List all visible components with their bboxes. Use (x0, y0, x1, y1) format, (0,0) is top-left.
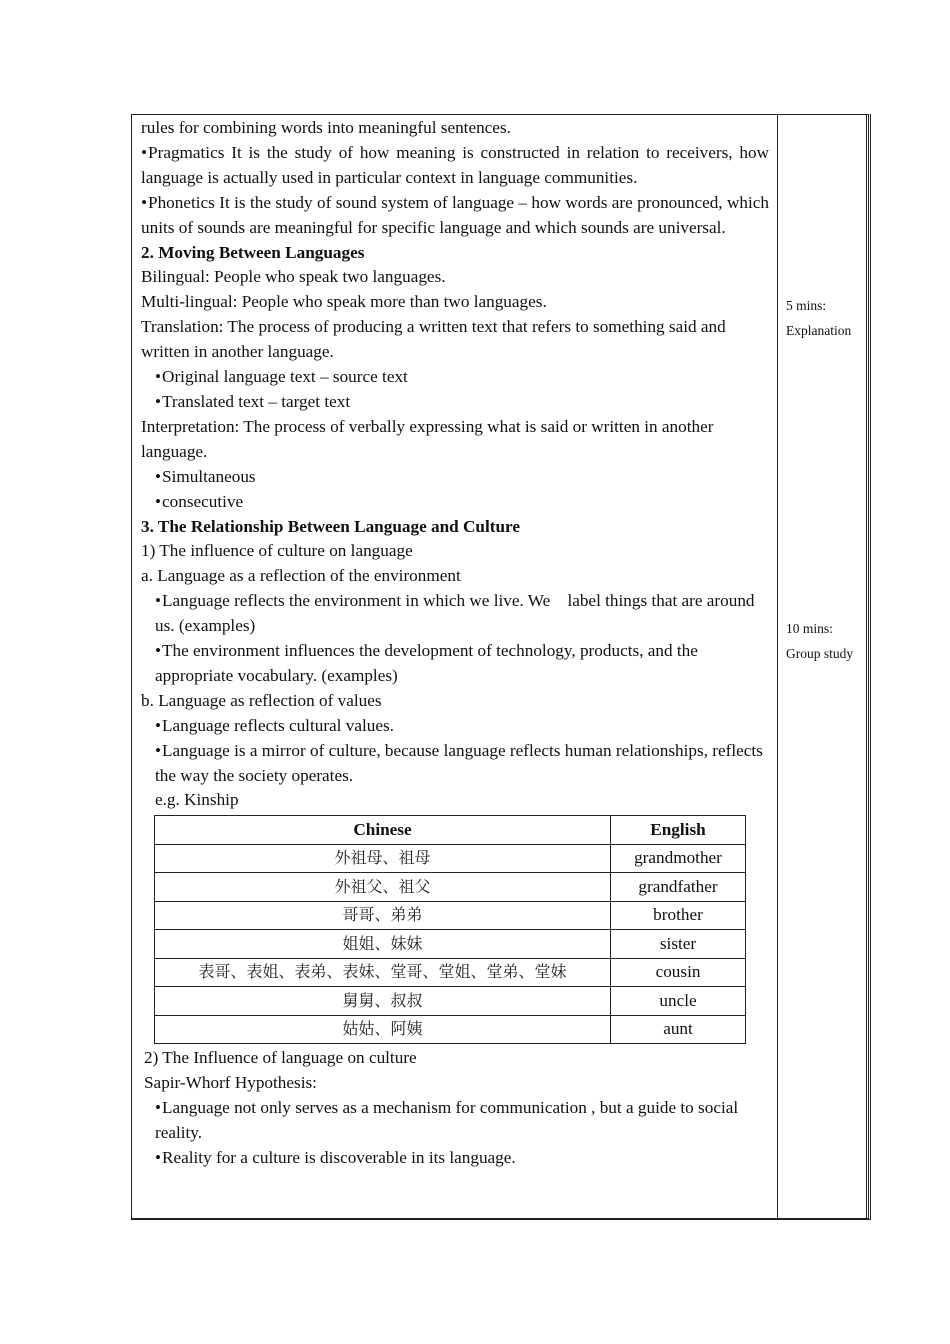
table-row (155, 1015, 746, 1044)
activity-label: Group study (786, 646, 854, 661)
table-row (155, 958, 746, 987)
column-divider (777, 114, 778, 1219)
translation-bullet-target: • Translated text – target text (141, 390, 769, 415)
translation-definition: Translation: The process of producing a written text that refers to something said and written in another language. (141, 317, 726, 362)
pragmatics-paragraph: • Pragmatics It is the study of how meaning is constructed in relation to receivers, how language is actually used in particular context in language communities. (141, 141, 769, 191)
phonetics-paragraph: • Phonetics It is the study of sound system of language – how words are pronounced, which units of sounds are meaningful for specific language and which sounds are universal. (141, 191, 769, 241)
time-note-explanation (786, 293, 864, 343)
sapir-whorf-bullet-1: • Language not only serves as a mechanism for communication , but a guide to social reality. (141, 1096, 769, 1146)
table-row (155, 873, 746, 902)
chinese-cell: 哥哥、弟弟 (155, 901, 611, 930)
english-cell: cousin (611, 958, 746, 987)
header-english: English (611, 816, 746, 845)
chinese-cell: 姐姐、妹妹 (155, 930, 611, 959)
section-heading-2: 2. Moving Between Languages (141, 242, 365, 262)
subsection-b: b. Language as reflection of values (141, 690, 382, 710)
chinese-cell: 舅舅、叔叔 (155, 987, 611, 1016)
activity-label: Explanation (786, 323, 852, 338)
chinese-cell: 外祖母、祖母 (155, 844, 611, 873)
table-row (155, 987, 746, 1016)
interpretation-bullet-simultaneous: • Simultaneous (141, 465, 769, 490)
english-cell: brother (611, 901, 746, 930)
content-column (141, 116, 769, 1171)
english-cell: sister (611, 930, 746, 959)
bilingual-definition: Bilingual: People who speak two languages. (141, 267, 446, 287)
values-bullet-1: • Language reflects cultural values. (141, 714, 769, 739)
english-cell: grandfather (611, 873, 746, 902)
header-chinese: Chinese (155, 816, 611, 845)
translation-bullet-source: • Original language text – source text (141, 365, 769, 390)
kinship-table-header (155, 816, 746, 845)
column-divider-right (866, 114, 867, 1219)
subsection-a: a. Language as a reflection of the environment (141, 566, 461, 586)
kinship-table (154, 815, 746, 1044)
subsection-2: 2) The Influence of language on culture (144, 1048, 417, 1068)
environment-bullet-2: • The environment influences the development of technology, products, and the appropriate vocabulary. (examples) (141, 639, 769, 689)
sapir-whorf-bullet-2: • Reality for a culture is discoverable in its language. (141, 1146, 769, 1171)
table-row (155, 901, 746, 930)
time-label: 10 mins: (786, 621, 833, 636)
environment-bullet-1: • Language reflects the environment in which we live. We label things that are around us. (examples) (141, 589, 769, 639)
chinese-cell: 外祖父、祖父 (155, 873, 611, 902)
kinship-example-label: e.g. Kinship (155, 790, 239, 810)
table-row (155, 844, 746, 873)
english-cell: grandmother (611, 844, 746, 873)
english-cell: aunt (611, 1015, 746, 1044)
interpretation-definition: Interpretation: The process of verbally expressing what is said or written in another language. (141, 416, 714, 461)
interpretation-bullet-consecutive: • consecutive (141, 490, 769, 515)
time-label: 5 mins: (786, 298, 827, 313)
subsection-1: 1) The influence of culture on language (141, 541, 413, 561)
sapir-whorf-label: Sapir-Whorf Hypothesis: (144, 1073, 317, 1093)
section-heading-3: 3. The Relationship Between Language and Culture (141, 516, 520, 536)
chinese-cell: 姑姑、阿姨 (155, 1015, 611, 1044)
multilingual-definition: Multi-lingual: People who speak more than two languages. (141, 292, 547, 312)
english-cell: uncle (611, 987, 746, 1016)
chinese-cell: 表哥、表姐、表弟、表妹、堂哥、堂姐、堂弟、堂妹 (155, 958, 611, 987)
time-note-group-study (786, 616, 864, 666)
rules-text: rules for combining words into meaningful sentences. (141, 118, 511, 137)
values-bullet-2: • Language is a mirror of culture, because language reflects human relationships, reflects the way the society operates. (141, 739, 769, 789)
table-row (155, 930, 746, 959)
